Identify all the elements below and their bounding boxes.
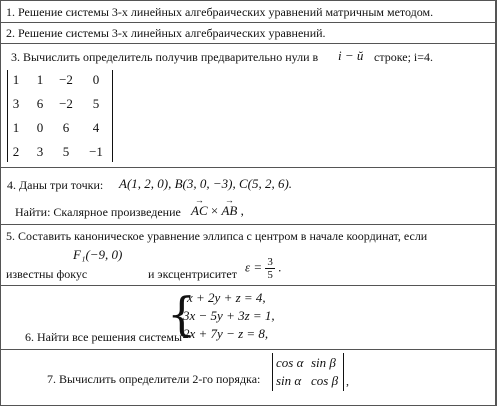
matrix-cell: 5 [92, 96, 100, 111]
task-5-ecc-label: и эксцентриситет [148, 267, 237, 281]
task-5-focus-label: известны фокус [6, 267, 88, 281]
task-2-row [1, 23, 495, 44]
task-3-row-index: i − ŭ [338, 48, 364, 63]
task-3-prefix: 3. Вычислить определитель получив предварительно нули в [11, 50, 319, 64]
matrix-cell: 1 [36, 72, 44, 87]
task-3-suffix: строке; i=4. [374, 50, 434, 64]
matrix-cell: −2 [59, 72, 73, 87]
det-cell: sin β [311, 355, 336, 370]
task-7-determinant [272, 353, 344, 391]
equation-2: 3x − 5y + 3z = 1, [183, 308, 275, 323]
matrix-cell: −1 [89, 144, 103, 159]
matrix-cell: 1 [12, 120, 20, 135]
task-6-row [1, 286, 495, 350]
task-4-find-label: Найти: Скалярное произведение [15, 205, 181, 219]
matrix-cell: 6 [62, 120, 70, 135]
task-2-text: 2. Решение системы 3-х линейных алгебраических уравнений. [6, 26, 326, 40]
matrix-cell: 3 [12, 96, 20, 111]
task-4-points: A(1, 2, 0), B(3, 0, −3), C(5, 2, 6). [119, 176, 293, 191]
matrix-cell: 6 [36, 96, 44, 111]
ecc-denominator: 5 [267, 269, 273, 281]
task-1-text: 1. Решение системы 3-х линейных алгебраических уравнений матричным методом. [6, 5, 434, 19]
task-7-label: 7. Вычислить определители 2-го порядка: [47, 372, 261, 386]
vector-ab: → AB [221, 203, 237, 218]
ecc-tail: . [278, 259, 282, 275]
task-5-eccentricity [245, 256, 281, 281]
task-1-row [1, 1, 495, 23]
task-4-tail: , [240, 203, 244, 218]
matrix-cell: 0 [92, 72, 100, 87]
matrix-cell: 4 [92, 120, 100, 135]
ecc-numerator: 3 [267, 256, 273, 268]
task-4-row [1, 168, 495, 225]
matrix-cell: 1 [12, 72, 20, 87]
task-7-tail: , [346, 374, 349, 388]
equation-1: x + 2y + z = 4, [187, 290, 266, 305]
equation-3: 2x + 7y − z = 8, [183, 326, 269, 341]
det-cell: sin α [276, 373, 302, 388]
matrix-cell: −2 [59, 96, 73, 111]
task-5-focus-math: F₁(−9, 0) [73, 247, 123, 262]
matrix-cell: 5 [62, 144, 70, 159]
task-5-line1: 5. Составить каноническое уравнение эллипса с центром в начале координат, если [6, 229, 428, 243]
task-5-row [1, 225, 495, 286]
matrix-cell: 3 [36, 144, 44, 159]
task-3-determinant [7, 70, 113, 162]
ecc-fraction [265, 256, 275, 281]
matrix-cell: 0 [36, 120, 44, 135]
matrix-cell: 2 [12, 144, 20, 159]
ecc-lhs: ε = [245, 259, 263, 275]
task-4-dot-product [191, 203, 244, 218]
multiply-sign-icon: × [210, 203, 222, 218]
task-4-label: 4. Даны три точки: [7, 178, 104, 192]
task-3-row [1, 44, 495, 168]
det-cell: cos α [276, 355, 304, 370]
task-7-row [1, 350, 495, 407]
vector-ac: → AC [191, 203, 208, 218]
system-brace-icon: { [167, 287, 197, 341]
task-6-label: 6. Найти все решения системы [25, 330, 183, 344]
det-cell: cos β [311, 373, 339, 388]
